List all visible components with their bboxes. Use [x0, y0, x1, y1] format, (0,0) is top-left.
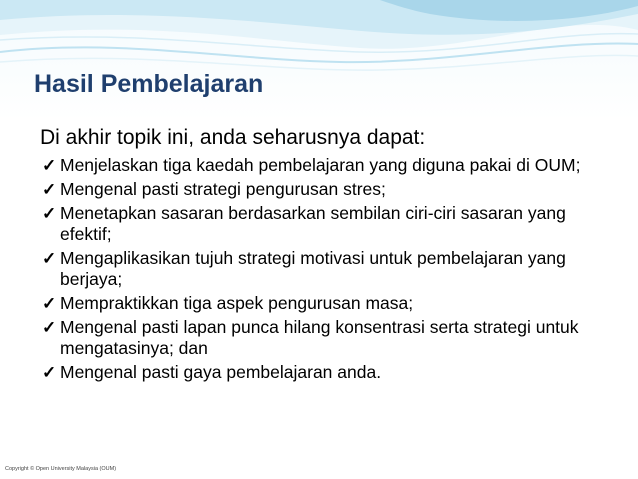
list-item — [40, 248, 600, 290]
header-wave-decoration — [0, 0, 638, 80]
list-item — [40, 293, 600, 314]
slide-title: Hasil Pembelajaran — [34, 70, 264, 98]
check-mark-icon: ✓ — [42, 180, 57, 199]
objective-text: Mengenal pasti lapan punca hilang konsentrasi serta strategi untuk mengatasinya; dan — [60, 317, 579, 358]
list-item — [40, 362, 600, 383]
check-mark-icon: ✓ — [42, 363, 57, 382]
check-mark-icon: ✓ — [42, 156, 57, 175]
objective-text: Menjelaskan tiga kaedah pembelajaran yang diguna pakai di OUM; — [60, 155, 581, 175]
list-item — [40, 203, 600, 245]
objective-text: Mengaplikasikan tujuh strategi motivasi untuk pembelajaran yang berjaya; — [60, 248, 566, 289]
intro-text: Di akhir topik ini, anda seharusnya dapat: — [40, 126, 426, 149]
objective-text: Mengenal pasti gaya pembelajaran anda. — [60, 362, 382, 382]
objective-text: Mempraktikkan tiga aspek pengurusan masa; — [60, 293, 414, 313]
check-mark-icon: ✓ — [42, 294, 57, 313]
check-mark-icon: ✓ — [42, 249, 57, 268]
slide-content — [40, 126, 600, 386]
check-mark-icon: ✓ — [42, 204, 57, 223]
copyright-notice: Copyright © Open University Malaysia (OUM) — [5, 466, 117, 472]
check-mark-icon: ✓ — [42, 318, 57, 337]
list-item — [40, 155, 600, 176]
objectives-list — [40, 155, 600, 383]
list-item — [40, 179, 600, 200]
objective-text: Mengenal pasti strategi pengurusan stres; — [60, 179, 386, 199]
objective-text: Menetapkan sasaran berdasarkan sembilan ciri-ciri sasaran yang efektif; — [60, 203, 566, 244]
list-item — [40, 317, 600, 359]
